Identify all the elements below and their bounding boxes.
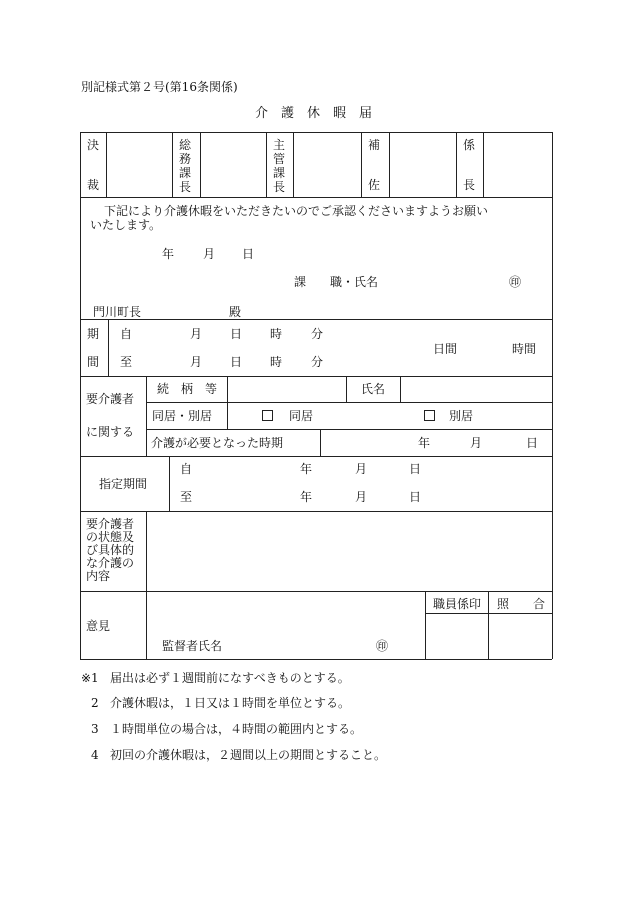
form-title: 介 護 休 暇 届 — [255, 106, 373, 121]
period-from: 自 — [120, 327, 133, 341]
designated-from: 自 — [180, 462, 193, 476]
note-mark: 4 — [91, 748, 99, 762]
period-to: 至 — [120, 355, 133, 369]
need-time-label: 介護が必要となった時期 — [151, 436, 284, 450]
separate-option: 別居 — [449, 409, 474, 423]
note-mark: 2 — [91, 696, 99, 710]
opinion-label: 意見 — [86, 619, 111, 633]
period-from-month: 月 — [190, 327, 203, 341]
request-date-month: 月 — [203, 247, 216, 261]
period-to-minute: 分 — [311, 355, 324, 369]
designated-to-day: 日 — [409, 490, 422, 504]
cohabit-checkbox[interactable] — [262, 410, 273, 421]
stamp-shukan-kacho-label: 主 管 課 長 — [273, 138, 286, 194]
applicant-seal: ㊞ — [509, 275, 522, 289]
period-from-minute: 分 — [311, 327, 324, 341]
designated-from-day: 日 — [409, 462, 422, 476]
period-hours-total: 時間 — [512, 342, 537, 356]
need-time-day: 日 — [526, 436, 539, 450]
stamp-somu-kacho-label: 総 務 課 長 — [179, 138, 192, 194]
note-mark: ※1 — [81, 671, 99, 685]
period-to-day: 日 — [230, 355, 243, 369]
note-text: 介護休暇は，１日又は１時間を単位とする。 — [110, 696, 351, 710]
designated-from-month: 月 — [355, 462, 368, 476]
request-text-line2: いたします。 — [90, 218, 162, 232]
period-to-hour: 時 — [270, 355, 283, 369]
stamp-kakaricho-label: 係 長 — [463, 138, 476, 192]
designated-period-label: 指定期間 — [99, 477, 148, 491]
designated-from-year: 年 — [300, 462, 313, 476]
designated-to-month: 月 — [355, 490, 368, 504]
supervisor-seal: ㊞ — [376, 639, 389, 653]
care-recipient-label-1: 要介護者 — [86, 392, 135, 406]
supervisor-label: 監督者氏名 — [162, 639, 223, 653]
period-label-bottom: 間 — [87, 355, 100, 369]
condition-label: 要介護者 の状態及 び具体的 な介護の 内容 — [86, 517, 135, 583]
verify-label: 照 合 — [497, 597, 546, 611]
request-date-year: 年 — [162, 247, 175, 261]
note-text: １時間単位の場合は，４時間の範囲内とする。 — [110, 722, 363, 736]
note-mark: 3 — [91, 722, 99, 736]
period-from-hour: 時 — [270, 327, 283, 341]
period-label-top: 期 — [87, 327, 100, 341]
note-text: 初回の介護休暇は，２週間以上の期間とすること。 — [110, 748, 387, 762]
residence-label: 同居・別居 — [152, 409, 213, 423]
staff-seal-label: 職員係印 — [433, 597, 482, 611]
stamp-hosa-label: 補 佐 — [368, 138, 381, 192]
period-to-month: 月 — [190, 355, 203, 369]
addressee-honorific: 殿 — [229, 305, 242, 319]
care-recipient-label-2: に関する — [86, 425, 135, 439]
designated-to: 至 — [180, 490, 193, 504]
request-date-day: 日 — [242, 247, 255, 261]
period-days-total: 日間 — [433, 342, 458, 356]
cohabit-option: 同居 — [289, 409, 314, 423]
applicant-label: 課 職・氏名 — [294, 275, 379, 289]
period-from-day: 日 — [230, 327, 243, 341]
relation-label: 続 柄 等 — [157, 382, 218, 396]
designated-to-year: 年 — [300, 490, 313, 504]
separate-checkbox[interactable] — [424, 410, 435, 421]
addressee: 門川町長 — [93, 305, 142, 319]
recipient-name-label: 氏名 — [361, 382, 386, 396]
need-time-month: 月 — [470, 436, 483, 450]
note-text: 届出は必ず１週間前になすべきものとする。 — [110, 671, 350, 685]
need-time-year: 年 — [418, 436, 431, 450]
stamp-kessai-label: 決 裁 — [87, 138, 100, 192]
form-number: 別記様式第２号(第16条関係) — [81, 80, 238, 94]
request-text-line1: 下記により介護休暇をいただきたいのでご承認くださいますようお願い — [104, 204, 489, 218]
